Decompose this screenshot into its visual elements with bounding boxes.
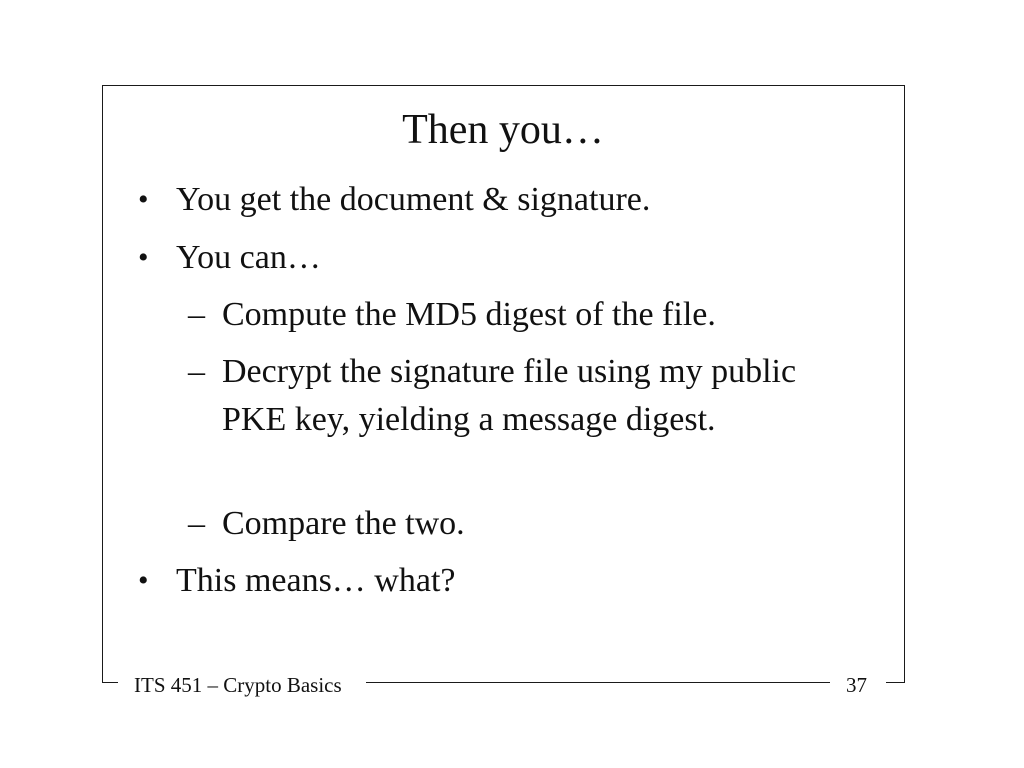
sub-bullet-marker: – [188,505,205,542]
slide-title: Then you… [402,107,604,153]
bullet-text: This means… what? [176,562,456,599]
bullet-marker: • [138,183,149,216]
sub-bullet-text: Compare the two. [222,505,465,542]
bullet-marker: • [138,241,149,274]
sub-bullet-marker: – [188,353,205,390]
footer-rule [368,682,828,683]
bullet-marker: • [138,564,149,597]
sub-bullet-text: Decrypt the signature file using my public PKE key, yielding a message digest. [222,353,797,438]
footer-course-label: ITS 451 – Crypto Basics [134,673,342,697]
bullet-text: You get the document & signature. [176,181,651,218]
sub-bullet-marker: – [188,296,205,333]
bullet-text: You can… [176,239,321,276]
page-number: 37 [846,673,867,697]
sub-bullet-text: Compute the MD5 digest of the file. [222,296,716,333]
